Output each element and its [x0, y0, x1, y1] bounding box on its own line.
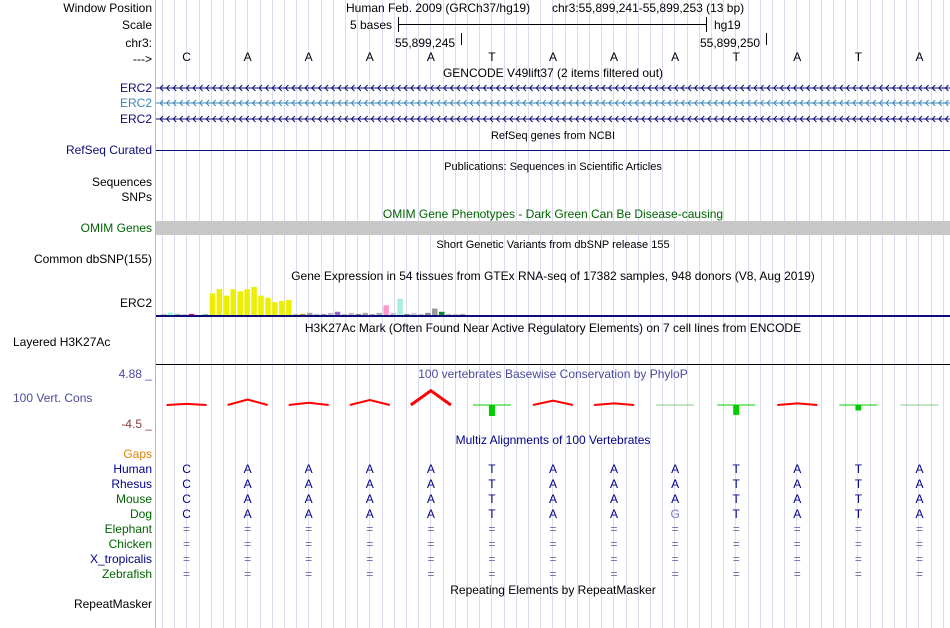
- publications-track-title: Publications: Sequences in Scientific Articles: [444, 161, 662, 173]
- alignment-base: A: [915, 462, 924, 476]
- gencode-transcript-3[interactable]: [156, 114, 950, 124]
- alignment-base: =: [244, 537, 252, 551]
- gtex-tissue-bar[interactable]: [307, 313, 313, 315]
- gtex-tissue-bar[interactable]: [168, 313, 174, 315]
- label-phylop-max: 4.88 _: [118, 367, 152, 381]
- gtex-tissue-bar[interactable]: [258, 296, 264, 315]
- reference-base: A: [915, 50, 924, 64]
- alignment-base: C: [182, 492, 191, 506]
- gtex-tissue-bar[interactable]: [418, 314, 424, 315]
- repeatmasker-track-title: Repeating Elements by RepeatMasker: [450, 583, 656, 597]
- alignment-base: A: [304, 507, 313, 521]
- gtex-tissue-bar[interactable]: [446, 314, 452, 315]
- gencode-transcript-1[interactable]: [156, 83, 950, 93]
- coord-label-left: 55,899,245: [395, 36, 456, 50]
- alignment-base: A: [671, 462, 680, 476]
- reference-base: C: [182, 50, 191, 64]
- alignment-base: =: [305, 552, 313, 566]
- alignment-base: =: [854, 567, 862, 581]
- alignment-base: =: [488, 567, 496, 581]
- gtex-tissue-bar[interactable]: [189, 314, 195, 315]
- label-gencode-erc2-3[interactable]: ERC2: [119, 112, 152, 126]
- gtex-tissue-bar[interactable]: [328, 313, 334, 315]
- label-scale[interactable]: Scale: [121, 18, 152, 32]
- alignment-base: =: [244, 552, 252, 566]
- tracks-area[interactable]: [156, 0, 950, 628]
- label-layered-h3k27ac[interactable]: Layered H3K27Ac: [13, 335, 111, 349]
- alignment-base: =: [305, 522, 313, 536]
- alignment-base: A: [365, 507, 374, 521]
- alignment-base: A: [610, 492, 619, 506]
- gtex-tissue-bar[interactable]: [314, 314, 320, 315]
- alignment-base: =: [427, 567, 435, 581]
- omim-track-title: OMIM Gene Phenotypes - Dark Green Can Be Disease-causing: [382, 207, 724, 221]
- alignment-base: =: [549, 537, 557, 551]
- alignment-base: A: [365, 492, 374, 506]
- alignment-base: C: [182, 462, 191, 476]
- gtex-tissue-bar[interactable]: [224, 296, 230, 315]
- alignment-base: =: [732, 537, 740, 551]
- reference-base: A: [671, 50, 680, 64]
- gtex-tissue-bar[interactable]: [265, 298, 271, 315]
- alignment-base: A: [243, 507, 252, 521]
- reference-base: A: [793, 50, 802, 64]
- alignment-base: =: [793, 567, 801, 581]
- label-gencode-erc2-2[interactable]: ERC2: [119, 96, 152, 110]
- alignment-base: =: [793, 537, 801, 551]
- reference-base: T: [732, 50, 740, 64]
- alignment-base: =: [671, 537, 679, 551]
- reference-base: A: [365, 50, 374, 64]
- phylop-positive-mark: [411, 391, 451, 405]
- gtex-tissue-bar[interactable]: [439, 312, 445, 315]
- gtex-tissue-bar[interactable]: [272, 302, 278, 315]
- gtex-tissue-bar[interactable]: [349, 313, 355, 315]
- alignment-base: A: [365, 462, 374, 476]
- alignment-base: A: [243, 477, 252, 491]
- label-100-vert-cons[interactable]: 100 Vert. Cons: [13, 391, 93, 405]
- alignment-base: A: [610, 462, 619, 476]
- gtex-tissue-bar[interactable]: [175, 314, 181, 315]
- alignment-base: =: [915, 537, 923, 551]
- alignment-base: A: [426, 477, 435, 491]
- gtex-tissue-bar[interactable]: [251, 287, 257, 315]
- phylop-negative-mark: [733, 405, 739, 415]
- gtex-tissue-bar[interactable]: [404, 314, 410, 315]
- phylop-positive-mark: [594, 403, 634, 405]
- alignment-base: A: [243, 462, 252, 476]
- alignment-base: =: [793, 522, 801, 536]
- alignment-base: A: [548, 477, 557, 491]
- dbsnp-track-title: Short Genetic Variants from dbSNP release 155: [436, 239, 670, 251]
- multiz-track-title: Multiz Alignments of 100 Vertebrates: [455, 433, 651, 447]
- assembly-title: Human Feb. 2009 (GRCh37/hg19): [346, 1, 531, 15]
- position-range: chr3:55,899,241-55,899,253 (13 bp): [552, 1, 745, 15]
- gtex-tissue-bar[interactable]: [161, 314, 167, 315]
- coord-tick-left: [461, 33, 462, 45]
- species-label[interactable]: Mouse: [115, 492, 152, 506]
- alignment-base: C: [182, 477, 191, 491]
- species-label[interactable]: Chicken: [108, 537, 152, 551]
- alignment-base: T: [488, 492, 496, 506]
- gtex-tissue-bar[interactable]: [203, 314, 209, 315]
- alignment-base: A: [915, 507, 924, 521]
- label-gtex-erc2[interactable]: ERC2: [119, 296, 152, 310]
- alignment-base: A: [610, 507, 619, 521]
- gtex-tissue-bar[interactable]: [237, 291, 243, 315]
- label-gencode-erc2-1[interactable]: ERC2: [119, 81, 152, 95]
- gencode-track-title: GENCODE V49lift37 (2 items filtered out): [442, 66, 664, 80]
- species-label[interactable]: Elephant: [104, 522, 152, 536]
- alignment-base: =: [549, 522, 557, 536]
- species-label[interactable]: Zebrafish: [101, 567, 152, 581]
- reference-base: A: [548, 50, 557, 64]
- alignment-base: A: [610, 477, 619, 491]
- alignment-base: =: [488, 522, 496, 536]
- gtex-tissue-bar[interactable]: [196, 314, 202, 315]
- gtex-tissue-bar[interactable]: [390, 313, 396, 315]
- alignment-base: =: [793, 552, 801, 566]
- species-label[interactable]: Rhesus: [111, 477, 152, 491]
- gtex-tissue-bar[interactable]: [425, 313, 431, 315]
- alignment-base: =: [549, 567, 557, 581]
- phylop-positive-mark: [533, 401, 573, 405]
- gtex-tissue-bar[interactable]: [460, 314, 466, 315]
- alignment-base: =: [549, 552, 557, 566]
- species-label[interactable]: X_tropicalis: [89, 552, 152, 566]
- alignment-base: =: [427, 552, 435, 566]
- label-repeatmasker[interactable]: RepeatMasker: [73, 597, 152, 611]
- alignment-base: =: [915, 552, 923, 566]
- alignment-base: A: [365, 477, 374, 491]
- scale-bar-label: 5 bases: [350, 18, 393, 32]
- alignment-base: T: [488, 477, 496, 491]
- reference-base: T: [854, 50, 863, 64]
- alignment-base: T: [854, 507, 863, 521]
- alignment-base: A: [671, 477, 680, 491]
- alignment-base: A: [548, 462, 557, 476]
- alignment-base: A: [793, 492, 802, 506]
- phylop-positive-mark: [350, 400, 390, 405]
- alignment-base: A: [915, 477, 924, 491]
- h3k27ac-track-title: H3K27Ac Mark (Often Found Near Active Regulatory Elements) on 7 cell lines from ENCODE: [304, 321, 802, 335]
- phylop-negative-mark: [489, 405, 495, 416]
- alignment-base: T: [732, 492, 740, 506]
- alignment-base: A: [793, 477, 802, 491]
- alignment-base: T: [732, 462, 740, 476]
- gtex-tissue-bar[interactable]: [182, 314, 188, 315]
- gtex-track-title: Gene Expression in 54 tissues from GTEx RNA-seq of 17382 samples, 948 donors (V8, Aug 2019): [291, 269, 815, 283]
- alignment-base: A: [243, 492, 252, 506]
- gtex-tissue-bar[interactable]: [432, 309, 438, 315]
- alignment-base: A: [548, 492, 557, 506]
- alignment-base: =: [183, 552, 191, 566]
- reference-base: A: [426, 50, 435, 64]
- gtex-tissue-bar[interactable]: [321, 314, 327, 315]
- gtex-tissue-bar[interactable]: [411, 313, 417, 315]
- label-snps[interactable]: SNPs: [121, 190, 152, 204]
- alignment-base: A: [426, 492, 435, 506]
- alignment-base: A: [304, 462, 313, 476]
- alignment-base: A: [304, 492, 313, 506]
- alignment-base: T: [854, 477, 863, 491]
- alignment-base: =: [732, 522, 740, 536]
- alignment-base: =: [732, 552, 740, 566]
- alignment-base: =: [488, 537, 496, 551]
- gtex-tissue-bar[interactable]: [231, 289, 237, 315]
- alignment-base: =: [183, 537, 191, 551]
- alignment-base: =: [854, 552, 862, 566]
- gtex-tissue-bar[interactable]: [335, 312, 341, 315]
- label-window-position[interactable]: Window Position: [63, 1, 152, 15]
- alignment-base: C: [182, 507, 191, 521]
- alignment-base: A: [793, 462, 802, 476]
- alignment-base: =: [732, 567, 740, 581]
- label-omim-genes[interactable]: OMIM Genes: [80, 221, 152, 235]
- phylop-positive-mark: [777, 403, 817, 405]
- alignment-base: =: [366, 552, 374, 566]
- gtex-tissue-bar[interactable]: [397, 299, 403, 315]
- gtex-tissue-bar[interactable]: [453, 314, 459, 315]
- alignment-base: =: [305, 567, 313, 581]
- alignment-base: =: [610, 537, 618, 551]
- alignment-base: T: [488, 462, 496, 476]
- alignment-base: =: [183, 522, 191, 536]
- reference-base: A: [610, 50, 619, 64]
- alignment-base: =: [427, 522, 435, 536]
- coord-tick-right: [766, 33, 767, 45]
- gtex-tissue-bar[interactable]: [376, 313, 382, 315]
- alignment-base: =: [244, 522, 252, 536]
- scale-bar: [398, 24, 706, 25]
- gtex-tissue-bar[interactable]: [293, 314, 299, 315]
- refseq-track-title: RefSeq genes from NCBI: [490, 130, 616, 142]
- alignment-base: A: [915, 492, 924, 506]
- gtex-tissue-bar[interactable]: [370, 314, 376, 315]
- species-label[interactable]: Dog: [129, 507, 152, 521]
- label-sequences[interactable]: Sequences: [91, 175, 152, 189]
- coord-label-right: 55,899,250: [700, 36, 761, 50]
- alignment-base: =: [610, 567, 618, 581]
- alignment-base: A: [793, 507, 802, 521]
- alignment-base: A: [304, 477, 313, 491]
- reference-base: A: [304, 50, 313, 64]
- alignment-base: =: [671, 567, 679, 581]
- alignment-base: =: [671, 552, 679, 566]
- alignment-base: =: [610, 522, 618, 536]
- gtex-tissue-bar[interactable]: [383, 305, 389, 315]
- gtex-tissue-bar[interactable]: [217, 289, 223, 315]
- alignment-base: =: [915, 567, 923, 581]
- gtex-tissue-bar[interactable]: [244, 289, 250, 315]
- label-common-dbsnp[interactable]: Common dbSNP(155): [33, 252, 152, 266]
- alignment-base: =: [366, 567, 374, 581]
- phylop-negative-mark: [855, 405, 861, 411]
- scale-bar-left-tick: [398, 17, 399, 32]
- label-chr[interactable]: chr3:: [125, 36, 152, 50]
- refseq-gene-line[interactable]: [156, 150, 950, 151]
- label-refseq-curated[interactable]: RefSeq Curated: [65, 143, 152, 157]
- phylop-positive-mark: [167, 404, 207, 405]
- alignment-base: =: [488, 552, 496, 566]
- gtex-tissue-bar[interactable]: [342, 314, 348, 315]
- alignment-base: A: [671, 492, 680, 506]
- track-labels-column: [0, 0, 155, 628]
- reference-base: A: [243, 50, 252, 64]
- alignment-base: =: [915, 522, 923, 536]
- gtex-tissue-bar[interactable]: [300, 314, 306, 315]
- label-gaps[interactable]: Gaps: [123, 447, 152, 461]
- gtex-tissue-bar[interactable]: [363, 313, 369, 315]
- phylop-positive-mark: [289, 403, 329, 405]
- assembly-label: hg19: [714, 18, 741, 32]
- species-label[interactable]: Human: [113, 462, 152, 476]
- alignment-base: =: [854, 537, 862, 551]
- alignment-base: T: [488, 507, 496, 521]
- alignment-base: =: [366, 537, 374, 551]
- alignment-base: =: [366, 522, 374, 536]
- phylop-positive-mark: [228, 400, 268, 406]
- alignment-base: =: [183, 567, 191, 581]
- reference-base: T: [488, 50, 496, 64]
- scale-bar-right-tick: [706, 17, 707, 32]
- omim-gene-bar[interactable]: [156, 221, 950, 235]
- phylop-track-title: 100 vertebrates Basewise Conservation by PhyloP: [418, 367, 688, 381]
- alignment-base: =: [244, 567, 252, 581]
- alignment-base: =: [427, 537, 435, 551]
- gtex-bar-graph[interactable]: [156, 284, 950, 318]
- gtex-tissue-bar[interactable]: [356, 314, 362, 315]
- h3k27ac-baseline: [156, 364, 950, 365]
- gtex-tissue-bar[interactable]: [279, 301, 285, 315]
- alignment-base: T: [854, 462, 863, 476]
- alignment-base: G: [670, 507, 680, 521]
- gtex-tissue-bar[interactable]: [286, 300, 292, 315]
- alignment-base: T: [732, 507, 740, 521]
- alignment-base: =: [610, 552, 618, 566]
- alignment-base: T: [854, 492, 863, 506]
- label-phylop-min: -4.5 _: [121, 417, 152, 431]
- gencode-transcript-2[interactable]: [156, 98, 950, 108]
- alignment-base: A: [426, 462, 435, 476]
- gtex-tissue-bar[interactable]: [210, 293, 216, 315]
- label-strand[interactable]: --->: [133, 52, 152, 66]
- alignment-base: =: [854, 522, 862, 536]
- alignment-base: =: [671, 522, 679, 536]
- alignment-base: A: [426, 507, 435, 521]
- alignment-base: T: [732, 477, 740, 491]
- alignment-base: =: [305, 537, 313, 551]
- alignment-base: A: [548, 507, 557, 521]
- phylop-graph[interactable]: [156, 380, 950, 430]
